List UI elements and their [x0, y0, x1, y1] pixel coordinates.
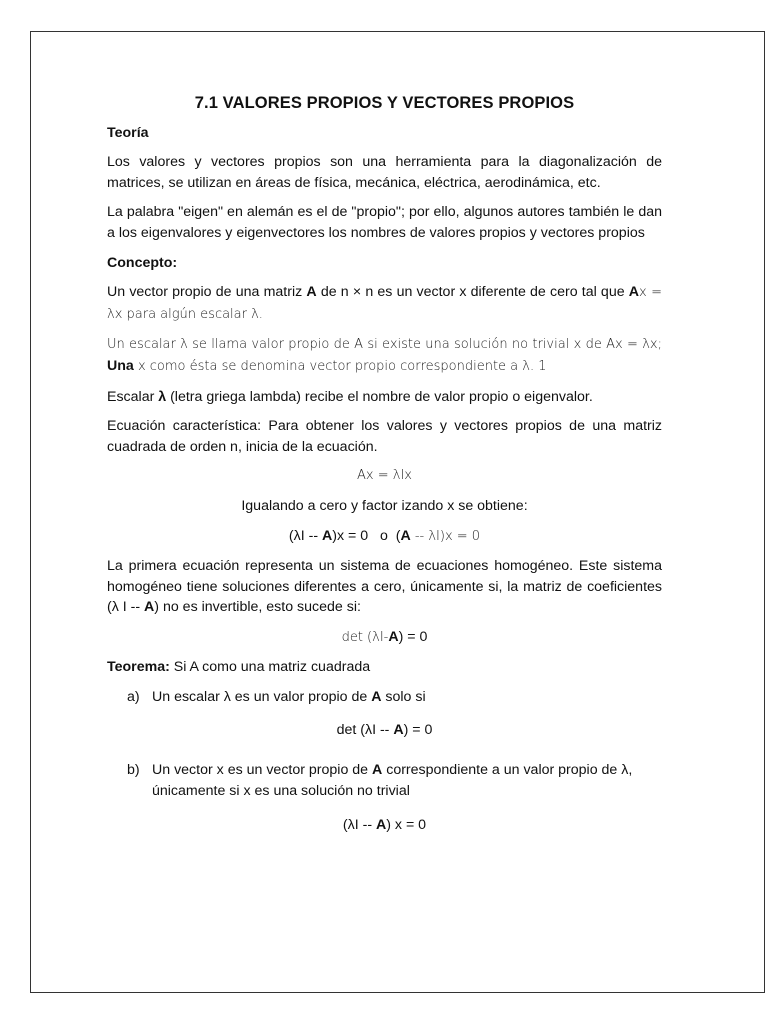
equation-eigenvector: (λI -- A) x = 0 [342, 817, 427, 834]
paragraph-igualando: Igualando a cero y factor izando x se obtiene: [241, 497, 528, 514]
paragraph-valor-propio: Un escalar λ se llama valor propio de A si existe una solución no trivial x de Ax = λx; Una x como ésta se denomina vector propio correspondiente a λ. 1 [107, 337, 662, 374]
section-heading-concepto: Concepto: [107, 254, 178, 271]
page-title: 7.1 VALORES PROPIOS Y VECTORES PROPIOS [194, 94, 575, 112]
equation-determinant: det (λI-A) = 0 [341, 628, 428, 645]
list-marker: a) [127, 689, 140, 706]
list-marker: b) [127, 762, 140, 779]
equation-homogeneous: (λI -- A)x = 0 o (A -- λI)x = 0 [288, 527, 481, 544]
paragraph-sistema-homogeneo: La primera ecuación representa un sistema de ecuaciones homogéneo. Este sistema homogéneo tiene soluciones diferentes a cero, únicamente si, la matriz de coeficientes (λ I -- A) no es invertible, esto sucede si: [107, 558, 662, 616]
list-item: b) Un vector x es un vector propio de A correspondiente a un valor propio de λ, únicamente si x es una solución no trivial [127, 762, 633, 799]
section-heading-teoria: Teoría [107, 124, 149, 141]
theorem-list [107, 687, 662, 708]
paragraph-ecuacion-caracteristica: Ecuación característica: Para obtener los valores y vectores propios de una matriz cuadrada de orden n, inicia de la ecuación. [107, 418, 662, 455]
paragraph-teorema: Teorema: Si A como una matriz cuadrada [107, 659, 371, 676]
equation-det-condition: det (λI -- A) = 0 [336, 721, 433, 738]
document-content [107, 93, 662, 845]
paragraph-vector-propio: Un vector propio de una matriz A de n × n es un vector x diferente de cero tal que Ax = λx para algún escalar λ. [107, 284, 663, 322]
paragraph-eigen: La palabra "eigen" en alemán es el de "propio"; por ello, algunos autores también le dan a los eigenvalores y eigenvectores los nombres de valores propios y vectores propios [107, 204, 662, 241]
equation-ax-lambda-ix: Ax = λIx [357, 468, 412, 484]
paragraph-escalar-lambda: Escalar λ (letra griega lambda) recibe el nombre de valor propio o eigenvalor. [107, 388, 593, 405]
list-item: a) Un escalar λ es un valor propio de A solo si [107, 687, 662, 708]
theorem-list-b [107, 760, 662, 801]
paragraph-intro: Los valores y vectores propios son una herramienta para la diagonalización de matrices, se utilizan en áreas de física, mecánica, eléctrica, aerodinámica, etc. [107, 154, 662, 191]
